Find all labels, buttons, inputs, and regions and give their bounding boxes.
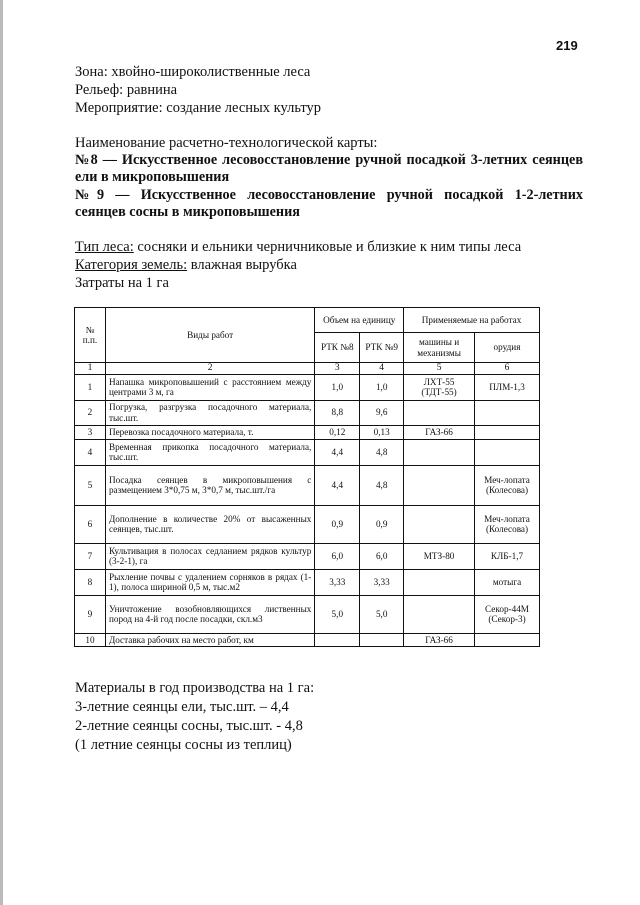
rtk9-value: 6,0 — [360, 543, 404, 569]
materials-note: (1 летние сеянцы сосны из теплиц) — [75, 737, 292, 753]
column-number: 1 — [75, 363, 106, 375]
rtk8-value: 0,12 — [315, 425, 360, 439]
row-number: 7 — [75, 543, 106, 569]
row-number: 6 — [75, 505, 106, 543]
tool-cell — [475, 439, 540, 465]
work-name: Рыхление почвы с удалением сорняков в рядах (1-1), полоса шириной 0,5 м, тыс.м2 — [105, 569, 314, 595]
rtk9-value: 0,9 — [360, 505, 404, 543]
table-row — [75, 465, 540, 505]
zone-line: Зона: хвойно-широколиственные леса — [75, 64, 311, 80]
work-name: Напашка микроповышений с расстоянием между центрами 3 м, га — [105, 374, 314, 400]
forest-type-value: сосняки и ельники черничниковые и близкие к ним типы леса — [133, 239, 522, 255]
rtk8-value: 1,0 — [315, 374, 360, 400]
materials-line: 2-летние сеянцы сосны, тыс.шт. - 4,8 — [75, 718, 303, 734]
header-rtk9: РТК №9 — [360, 333, 404, 363]
row-number: 8 — [75, 569, 106, 595]
table-row — [75, 505, 540, 543]
machine-cell — [404, 505, 475, 543]
work-name: Уничтожение возобновляющихся лиственных пород на 4-й год после посадки, скл.м3 — [105, 595, 314, 633]
header-tools: орудия — [475, 333, 540, 363]
header-rtk8: РТК №8 — [315, 333, 360, 363]
machine-cell — [404, 595, 475, 633]
measure-line: Мероприятие: создание лесных культур — [75, 100, 322, 116]
tool-cell: мотыга — [475, 569, 540, 595]
card-heading: Наименование расчетно-технологической карты: — [75, 135, 378, 151]
column-number: 2 — [105, 363, 314, 375]
row-number: 3 — [75, 425, 106, 439]
header-number: № п.п. — [75, 308, 106, 363]
land-category-line — [75, 256, 297, 274]
work-name: Временная прикопка посадочного материала, тыс.шт. — [105, 439, 314, 465]
column-number: 3 — [315, 363, 360, 375]
forest-type-line — [75, 238, 521, 256]
machine-cell: ГАЗ-66 — [404, 633, 475, 647]
rtk8-value: 8,8 — [315, 400, 360, 425]
work-name: Культивация в полосах седланием рядков культур (3-2-1), га — [105, 543, 314, 569]
card-9-title: №9 — Искусственное лесовосстановление ручной посадкой 1-2-летних сеянцев сосны в микроповышения — [75, 187, 583, 220]
table-row — [75, 374, 540, 400]
table-row — [75, 543, 540, 569]
column-number: 6 — [475, 363, 540, 375]
relief-line: Рельеф: равнина — [75, 82, 178, 98]
table-row — [75, 633, 540, 647]
header-applied: Применяемые на работах — [404, 308, 540, 333]
rtk9-value: 9,6 — [360, 400, 404, 425]
row-number: 2 — [75, 400, 106, 425]
row-number: 1 — [75, 374, 106, 400]
work-name: Дополнение в количестве 20% от высаженных сеянцев, тыс.шт. — [105, 505, 314, 543]
machine-cell — [404, 400, 475, 425]
rtk8-value: 6,0 — [315, 543, 360, 569]
land-category-label: Категория земель: — [75, 257, 188, 273]
tool-cell: Меч-лопата (Колесова) — [475, 465, 540, 505]
rtk9-value: 0,13 — [360, 425, 404, 439]
machine-cell: ГАЗ-66 — [404, 425, 475, 439]
header-volume: Объем на единицу — [315, 308, 404, 333]
row-number: 10 — [75, 633, 106, 647]
rtk9-value: 3,33 — [360, 569, 404, 595]
page-number: 219 — [556, 38, 578, 53]
tool-cell — [475, 425, 540, 439]
tool-cell: Секор-44М (Секор-3) — [475, 595, 540, 633]
machine-cell: ЛХТ-55 (ТДТ-55) — [404, 374, 475, 400]
tool-cell: ПЛМ-1,3 — [475, 374, 540, 400]
rtk8-value: 0,9 — [315, 505, 360, 543]
rtk8-value: 4,4 — [315, 465, 360, 505]
tool-cell: КЛБ-1,7 — [475, 543, 540, 569]
row-number: 5 — [75, 465, 106, 505]
rtk9-value — [360, 633, 404, 647]
rtk9-value: 4,8 — [360, 439, 404, 465]
work-name: Посадка сеянцев в микроповышения с размещением 3*0,75 м, 3*0,7 м, тыс.шт./га — [105, 465, 314, 505]
table-row — [75, 569, 540, 595]
table-row — [75, 400, 540, 425]
rtk8-value: 4,4 — [315, 439, 360, 465]
card-8-title: №8 — Искусственное лесовосстановление ручной посадкой 3-летних сеянцев ели в микроповышения — [75, 152, 583, 185]
work-name: Погрузка, разгрузка посадочного материала, тыс.шт. — [105, 400, 314, 425]
rtk8-value: 3,33 — [315, 569, 360, 595]
tool-cell: Меч-лопата (Колесова) — [475, 505, 540, 543]
header-machines: машины и механизмы — [404, 333, 475, 363]
scan-edge — [0, 0, 3, 905]
rtk9-value: 4,8 — [360, 465, 404, 505]
land-category-value: влажная вырубка — [187, 257, 297, 273]
work-name: Перевозка посадочного материала, т. — [105, 425, 314, 439]
tool-cell — [475, 400, 540, 425]
table-row — [75, 595, 540, 633]
machine-cell — [404, 569, 475, 595]
costs-line: Затраты на 1 га — [75, 275, 169, 291]
row-number: 4 — [75, 439, 106, 465]
works-table — [74, 307, 540, 647]
machine-cell — [404, 439, 475, 465]
work-name: Доставка рабочих на место работ, км — [105, 633, 314, 647]
table-row — [75, 439, 540, 465]
header-works: Виды работ — [105, 308, 314, 363]
table-row — [75, 425, 540, 439]
forest-type-label: Тип леса: — [75, 239, 134, 255]
tool-cell — [475, 633, 540, 647]
materials-line: 3-летние сеянцы ели, тыс.шт. – 4,4 — [75, 699, 289, 715]
machine-cell — [404, 465, 475, 505]
column-number: 5 — [404, 363, 475, 375]
rtk9-value: 5,0 — [360, 595, 404, 633]
rtk9-value: 1,0 — [360, 374, 404, 400]
column-number: 4 — [360, 363, 404, 375]
machine-cell: МТЗ-80 — [404, 543, 475, 569]
row-number: 9 — [75, 595, 106, 633]
rtk8-value — [315, 633, 360, 647]
rtk8-value: 5,0 — [315, 595, 360, 633]
materials-heading: Материалы в год производства на 1 га: — [75, 680, 315, 696]
